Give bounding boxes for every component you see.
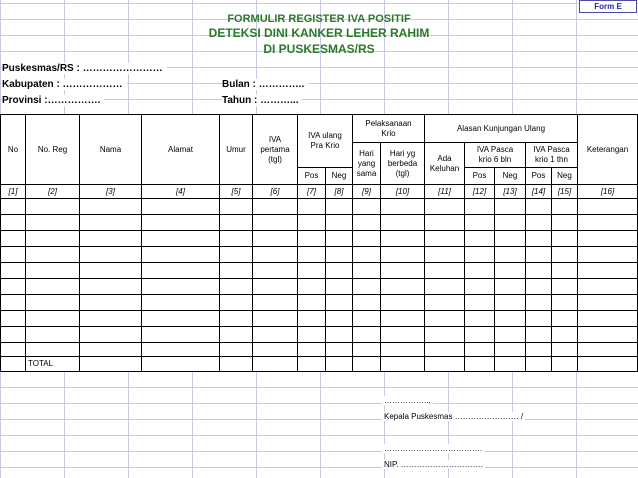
table-border <box>325 198 326 372</box>
table-border <box>297 198 298 372</box>
column-number: [8] <box>325 184 353 199</box>
table-border <box>464 198 465 372</box>
table-border <box>79 198 80 372</box>
header-pasca6-neg: Neg <box>494 167 526 185</box>
column-number: [14] <box>525 184 552 199</box>
header-hari-yg-berbeda: Hari yg berbeda (tgl) <box>380 142 425 185</box>
table-border <box>141 198 142 372</box>
table-border <box>380 198 381 372</box>
column-number: [5] <box>219 184 253 199</box>
signature-kepala-puskesmas: Kepala Puskesmas …………………… / <box>384 412 524 421</box>
table-bottom-border <box>0 371 638 372</box>
form-title-line1: FORMULIR REGISTER IVA POSITIF <box>227 13 411 25</box>
column-number: [2] <box>25 184 80 199</box>
header-pasca1-pos: Pos <box>525 167 552 185</box>
total-label: TOTAL <box>28 359 54 368</box>
table-border <box>252 198 253 372</box>
header-no: No <box>0 114 26 185</box>
signature-name-line: ………………………………. <box>384 444 483 453</box>
table-border <box>25 198 26 372</box>
table-row <box>0 294 638 295</box>
header-iva-ulang: IVA ulang Pra Krio <box>297 114 353 168</box>
table-border <box>494 198 495 372</box>
table-row <box>0 326 638 327</box>
kabupaten-field: Kabupaten : ……………… <box>2 79 127 90</box>
table-border <box>219 198 220 372</box>
column-number: [11] <box>424 184 465 199</box>
header-pasca1-neg: Neg <box>551 167 578 185</box>
table-border <box>551 198 552 372</box>
header-iva-pasca-1thn: IVA Pasca krio 1 thn <box>525 142 578 168</box>
table-border <box>0 198 1 372</box>
column-number: [9] <box>352 184 381 199</box>
header-nama: Nama <box>79 114 142 185</box>
table-row <box>0 246 638 247</box>
table-row <box>0 230 638 231</box>
column-number: [16] <box>577 184 638 199</box>
header-hari-yang-sama: Hari yang sama <box>352 142 381 185</box>
table-row <box>0 278 638 279</box>
bulan-field: Bulan : ………….. <box>222 79 308 90</box>
tahun-field: Tahun : ………... <box>222 95 302 106</box>
header-iva-pertama: IVA pertama (tgl) <box>252 114 298 185</box>
header-alamat: Alamat <box>141 114 220 185</box>
table-border <box>525 198 526 372</box>
header-pelaksanaan-krio: Pelaksanaan Krio <box>352 114 425 143</box>
header-pasca6-pos: Pos <box>464 167 495 185</box>
form-title-line3: DI PUSKESMAS/RS <box>263 42 375 56</box>
register-table <box>0 114 638 372</box>
header-umur: Umur <box>219 114 253 185</box>
table-border <box>577 198 578 372</box>
header-iva-ulang-neg: Neg <box>325 167 353 185</box>
puskesmas-field: Puskesmas/RS : …………………… <box>2 63 167 74</box>
column-number: [12] <box>464 184 495 199</box>
header-keterangan: Keterangan <box>577 114 638 185</box>
form-code-label: Form E <box>579 0 637 13</box>
signature-place-date: …………….., <box>384 396 431 405</box>
form-title-line2: DETEKSI DINI KANKER LEHER RAHIM <box>208 26 430 40</box>
column-number: [1] <box>0 184 26 199</box>
table-row <box>0 214 638 215</box>
table-row <box>0 310 638 311</box>
header-alasan-kunjungan-ulang: Alasan Kunjungan Ulang <box>424 114 578 143</box>
signature-nip: NIP. …………………………. <box>384 460 483 469</box>
column-number: [13] <box>494 184 526 199</box>
table-border <box>352 198 353 372</box>
provinsi-field: Provinsi :……………. <box>2 95 104 106</box>
column-number: [4] <box>141 184 220 199</box>
header-iva-pasca-6bln: IVA Pasca krio 6 bln <box>464 142 526 168</box>
column-number: [10] <box>380 184 425 199</box>
column-number: [6] <box>252 184 298 199</box>
header-ada-keluhan: Ada Keluhan <box>424 142 465 185</box>
table-row <box>0 262 638 263</box>
column-number: [7] <box>297 184 326 199</box>
table-row <box>0 342 638 343</box>
table-border <box>424 198 425 372</box>
header-iva-ulang-pos: Pos <box>297 167 326 185</box>
column-number: [15] <box>551 184 578 199</box>
column-number: [3] <box>79 184 142 199</box>
table-row <box>0 356 638 357</box>
header-no-reg: No. Reg <box>25 114 80 185</box>
